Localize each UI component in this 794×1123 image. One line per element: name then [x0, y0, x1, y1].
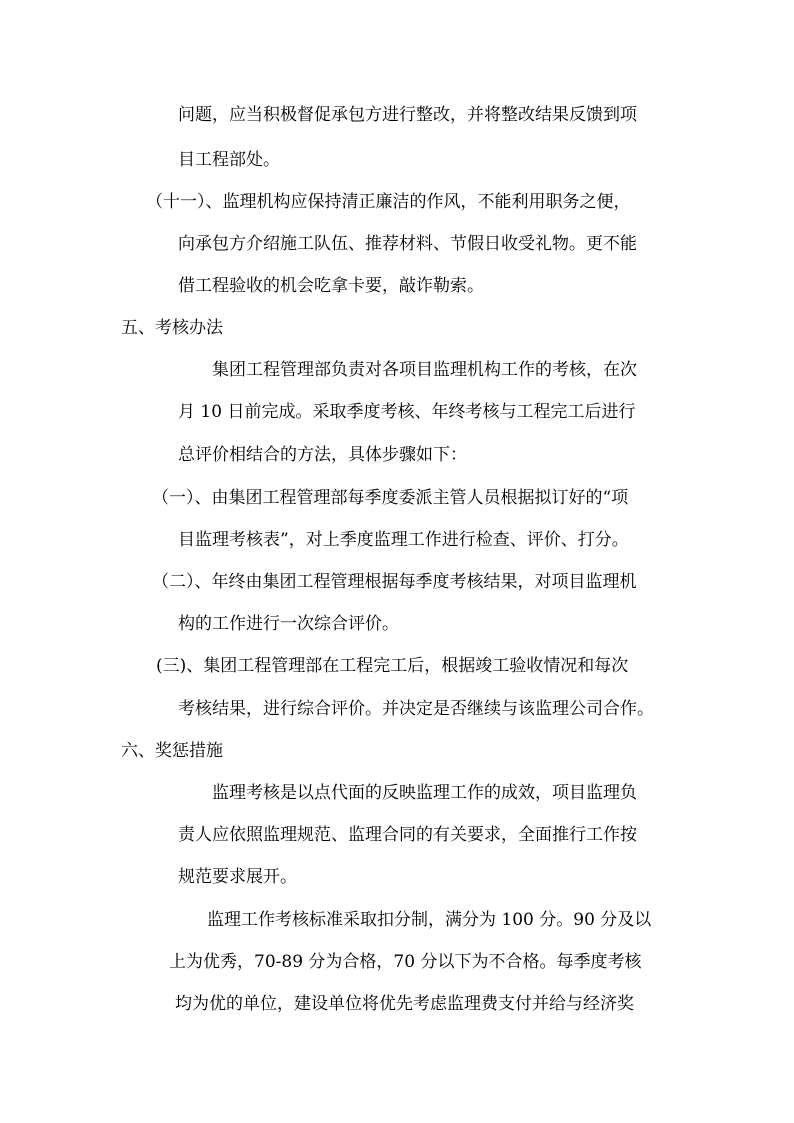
section-heading-5: 五、考核办法	[121, 318, 223, 338]
text-line-13: 构的工作进行一次综合评价。	[178, 614, 399, 634]
text-line-15: 考核结果，进行综合评价。并决定是否继续与该监理公司合作。	[178, 699, 654, 719]
text-line-5: 借工程验收的机会吃拿卡要，敲诈勒索。	[178, 276, 484, 296]
text-line-4: 向承包方介绍施工队伍、推荐材料、节假日收受礼物。更不能	[178, 234, 637, 254]
text-line-11: 目监理考核表”，对上季度监理工作进行检查、评价、打分。	[178, 530, 629, 550]
text-line-20: 监理工作考核标准采取扣分制，满分为 100 分。90 分及以	[207, 910, 652, 930]
text-line-14: (三)、集团工程管理部在工程完工后，根据竣工验收情况和每次	[156, 656, 629, 676]
text-line-3: （十一）、监理机构应保持清正廉洁的作风，不能利用职务之便，	[146, 192, 631, 212]
text-line-7: 集团工程管理部负责对各项目监理机构工作的考核，在次	[212, 360, 637, 380]
text-line-21: 上为优秀，70-89 分为合格，70 分以下为不合格。每季度考核	[169, 952, 642, 972]
text-line-22: 均为优的单位，建设单位将优先考虑监理费支付并给与经济奖	[175, 994, 634, 1014]
text-line-1: 问题，应当积极督促承包方进行整改，并将整改结果反馈到项	[178, 105, 637, 125]
text-line-17: 监理考核是以点代面的反映监理工作的成效，项目监理负	[212, 783, 637, 803]
text-line-10: （一）、由集团工程管理部每季度委派主管人员根据拟订好的“项	[152, 488, 629, 508]
text-line-18: 责人应依照监理规范、监理合同的有关要求，全面推行工作按	[178, 825, 637, 845]
text-line-9: 总评价相结合的方法，具体步骤如下：	[178, 445, 467, 465]
text-line-19: 规范要求展开。	[178, 867, 297, 887]
text-line-12: （二）、年终由集团工程管理根据每季度考核结果，对项目监理机	[152, 572, 637, 592]
text-line-2: 目工程部处。	[178, 150, 280, 170]
text-line-8: 月 10 日前完成。采取季度考核、年终考核与工程完工后进行	[178, 402, 636, 422]
section-heading-6: 六、奖惩措施	[121, 741, 223, 761]
